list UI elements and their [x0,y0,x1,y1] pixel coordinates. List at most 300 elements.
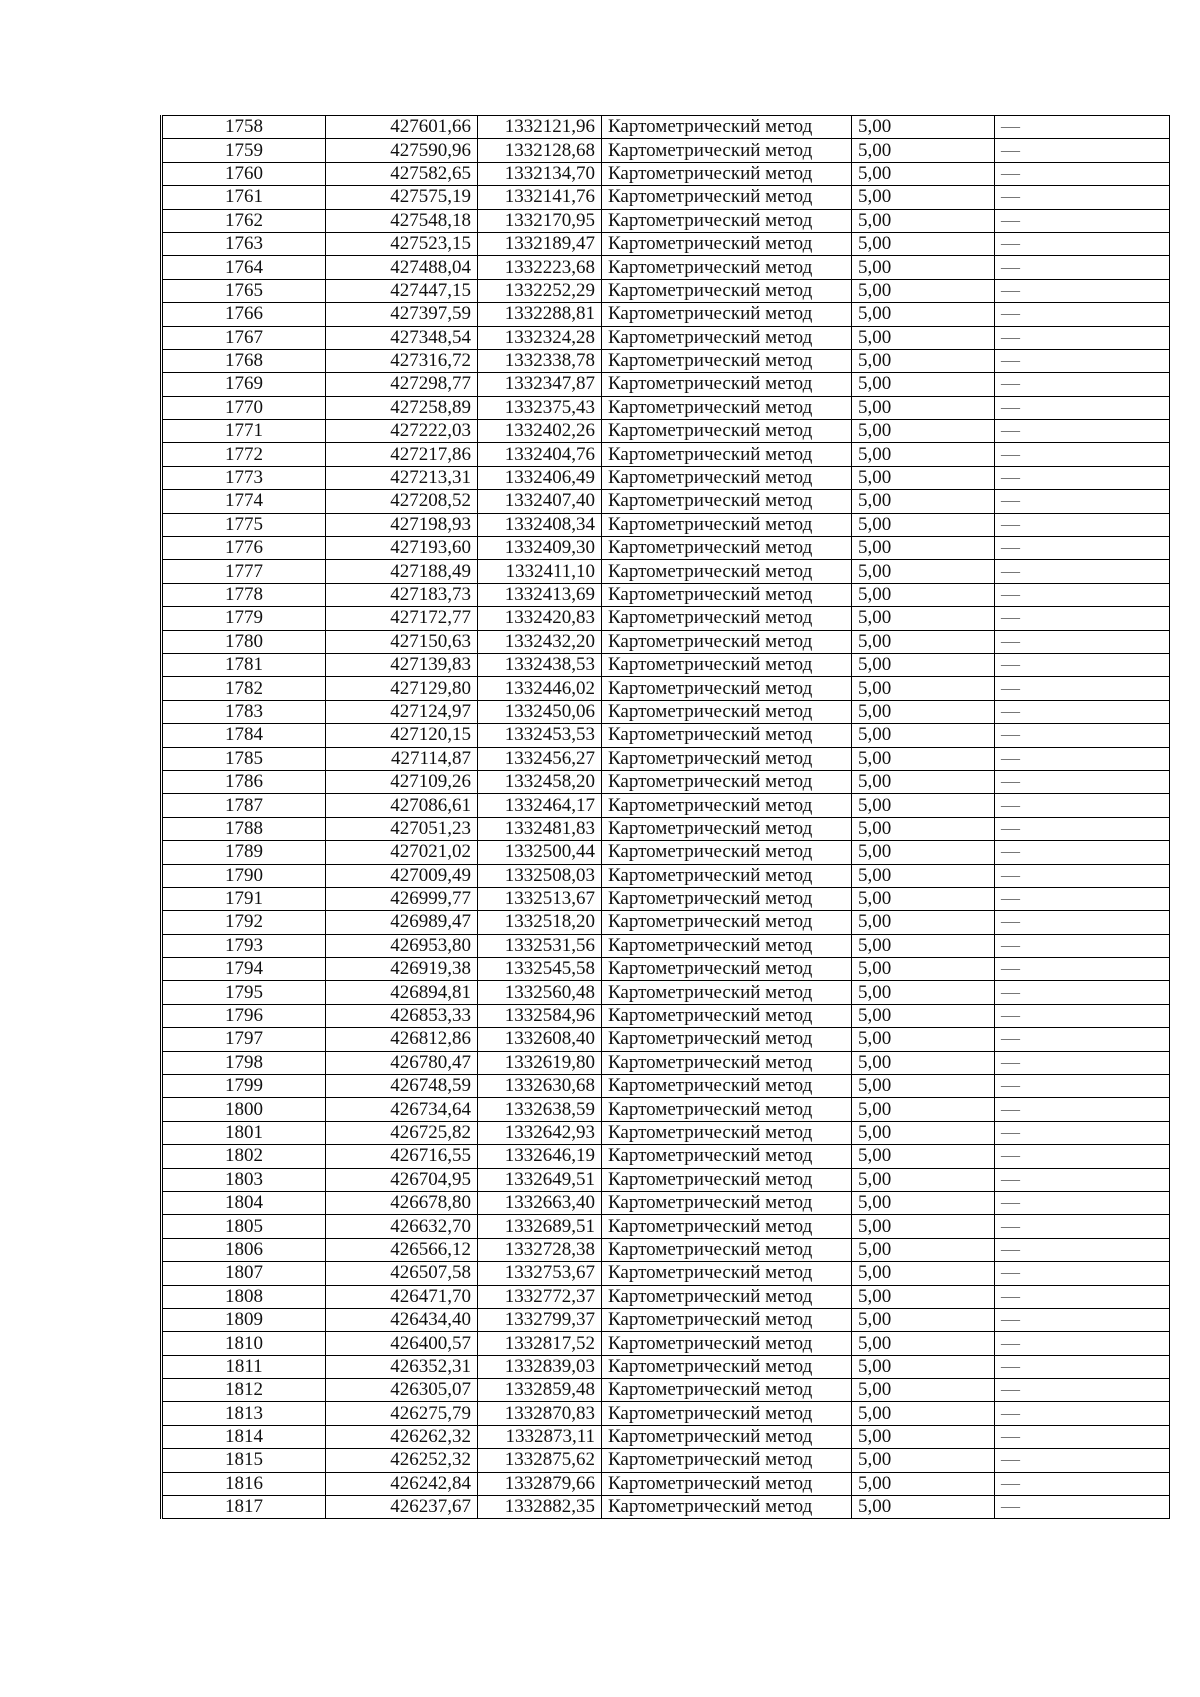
method-cell: Картометрический метод [602,1308,852,1331]
method-cell: Картометрический метод [602,116,852,139]
accuracy-cell: 5,00 [852,373,995,396]
description-cell: — [995,466,1170,489]
method-cell: Картометрический метод [602,1425,852,1448]
description-cell: — [995,279,1170,302]
y-coordinate-cell: 1332481,83 [478,817,602,840]
y-coordinate-cell: 1332839,03 [478,1355,602,1378]
table-row [162,1075,1170,1098]
method-cell: Картометрический метод [602,677,852,700]
point-number-cell: 1780 [162,630,326,653]
y-coordinate-cell: 1332870,83 [478,1402,602,1425]
y-coordinate-cell: 1332879,66 [478,1472,602,1495]
description-cell: — [995,116,1170,139]
y-coordinate-cell: 1332689,51 [478,1215,602,1238]
point-number-cell: 1813 [162,1402,326,1425]
y-coordinate-cell: 1332402,26 [478,420,602,443]
x-coordinate-cell: 427208,52 [326,490,478,513]
table-row [162,1379,1170,1402]
x-coordinate-cell: 426566,12 [326,1238,478,1261]
accuracy-cell: 5,00 [852,490,995,513]
point-number-cell: 1796 [162,1004,326,1027]
y-coordinate-cell: 1332545,58 [478,958,602,981]
y-coordinate-cell: 1332141,76 [478,186,602,209]
accuracy-cell: 5,00 [852,981,995,1004]
point-number-cell: 1798 [162,1051,326,1074]
description-cell: — [995,256,1170,279]
table-row [162,1145,1170,1168]
y-coordinate-cell: 1332531,56 [478,934,602,957]
description-cell: — [995,794,1170,817]
table-row [162,1402,1170,1425]
x-coordinate-cell: 426262,32 [326,1425,478,1448]
table-row [162,1355,1170,1378]
point-number-cell: 1764 [162,256,326,279]
table-row [162,653,1170,676]
y-coordinate-cell: 1332450,06 [478,700,602,723]
y-coordinate-cell: 1332649,51 [478,1168,602,1191]
x-coordinate-cell: 427217,86 [326,443,478,466]
method-cell: Картометрический метод [602,1098,852,1121]
method-cell: Картометрический метод [602,232,852,255]
point-number-cell: 1779 [162,607,326,630]
point-number-cell: 1815 [162,1449,326,1472]
x-coordinate-cell: 426812,86 [326,1028,478,1051]
method-cell: Картометрический метод [602,794,852,817]
x-coordinate-cell: 426237,67 [326,1496,478,1519]
description-cell: — [995,887,1170,910]
method-cell: Картометрический метод [602,1004,852,1027]
x-coordinate-cell: 427316,72 [326,349,478,372]
x-coordinate-cell: 427548,18 [326,209,478,232]
y-coordinate-cell: 1332513,67 [478,887,602,910]
point-number-cell: 1809 [162,1308,326,1331]
x-coordinate-cell: 427139,83 [326,653,478,676]
accuracy-cell: 5,00 [852,1004,995,1027]
description-cell: — [995,630,1170,653]
method-cell: Картометрический метод [602,396,852,419]
x-coordinate-cell: 427397,59 [326,303,478,326]
accuracy-cell: 5,00 [852,1121,995,1144]
x-coordinate-cell: 426507,58 [326,1262,478,1285]
description-cell: — [995,560,1170,583]
point-number-cell: 1795 [162,981,326,1004]
description-cell: — [995,1098,1170,1121]
method-cell: Картометрический метод [602,303,852,326]
y-coordinate-cell: 1332411,10 [478,560,602,583]
method-cell: Картометрический метод [602,1496,852,1519]
accuracy-cell: 5,00 [852,326,995,349]
method-cell: Картометрический метод [602,770,852,793]
accuracy-cell: 5,00 [852,256,995,279]
point-number-cell: 1810 [162,1332,326,1355]
x-coordinate-cell: 427188,49 [326,560,478,583]
point-number-cell: 1800 [162,1098,326,1121]
table-row [162,1028,1170,1051]
description-cell: — [995,1449,1170,1472]
table-row [162,841,1170,864]
x-coordinate-cell: 427124,97 [326,700,478,723]
point-number-cell: 1812 [162,1379,326,1402]
y-coordinate-cell: 1332128,68 [478,139,602,162]
y-coordinate-cell: 1332409,30 [478,537,602,560]
x-coordinate-cell: 427150,63 [326,630,478,653]
table-row [162,1238,1170,1261]
point-number-cell: 1807 [162,1262,326,1285]
y-coordinate-cell: 1332453,53 [478,724,602,747]
method-cell: Картометрический метод [602,209,852,232]
table-row [162,279,1170,302]
x-coordinate-cell: 427488,04 [326,256,478,279]
y-coordinate-cell: 1332170,95 [478,209,602,232]
method-cell: Картометрический метод [602,1145,852,1168]
y-coordinate-cell: 1332121,96 [478,116,602,139]
method-cell: Картометрический метод [602,279,852,302]
x-coordinate-cell: 427183,73 [326,583,478,606]
y-coordinate-cell: 1332728,38 [478,1238,602,1261]
table-row [162,770,1170,793]
table-row [162,1496,1170,1519]
method-cell: Картометрический метод [602,162,852,185]
accuracy-cell: 5,00 [852,911,995,934]
description-cell: — [995,373,1170,396]
accuracy-cell: 5,00 [852,1262,995,1285]
accuracy-cell: 5,00 [852,232,995,255]
point-number-cell: 1790 [162,864,326,887]
x-coordinate-cell: 427582,65 [326,162,478,185]
accuracy-cell: 5,00 [852,653,995,676]
x-coordinate-cell: 426780,47 [326,1051,478,1074]
method-cell: Картометрический метод [602,981,852,1004]
x-coordinate-cell: 426716,55 [326,1145,478,1168]
description-cell: — [995,1285,1170,1308]
x-coordinate-cell: 427120,15 [326,724,478,747]
method-cell: Картометрический метод [602,700,852,723]
x-coordinate-cell: 426242,84 [326,1472,478,1495]
method-cell: Картометрический метод [602,958,852,981]
description-cell: — [995,817,1170,840]
x-coordinate-cell: 426919,38 [326,958,478,981]
description-cell: — [995,1379,1170,1402]
table-row [162,537,1170,560]
accuracy-cell: 5,00 [852,162,995,185]
y-coordinate-cell: 1332873,11 [478,1425,602,1448]
accuracy-cell: 5,00 [852,770,995,793]
method-cell: Картометрический метод [602,186,852,209]
description-cell: — [995,934,1170,957]
y-coordinate-cell: 1332753,67 [478,1262,602,1285]
description-cell: — [995,443,1170,466]
point-number-cell: 1817 [162,1496,326,1519]
method-cell: Картометрический метод [602,607,852,630]
x-coordinate-cell: 427447,15 [326,279,478,302]
x-coordinate-cell: 426400,57 [326,1332,478,1355]
accuracy-cell: 5,00 [852,841,995,864]
y-coordinate-cell: 1332406,49 [478,466,602,489]
accuracy-cell: 5,00 [852,1332,995,1355]
y-coordinate-cell: 1332500,44 [478,841,602,864]
description-cell: — [995,162,1170,185]
point-number-cell: 1787 [162,794,326,817]
y-coordinate-cell: 1332799,37 [478,1308,602,1331]
description-cell: — [995,1215,1170,1238]
accuracy-cell: 5,00 [852,677,995,700]
accuracy-cell: 5,00 [852,817,995,840]
description-cell: — [995,1028,1170,1051]
table-row [162,1121,1170,1144]
description-cell: — [995,1262,1170,1285]
method-cell: Картометрический метод [602,420,852,443]
method-cell: Картометрический метод [602,537,852,560]
method-cell: Картометрический метод [602,630,852,653]
method-cell: Картометрический метод [602,911,852,934]
table-row [162,607,1170,630]
y-coordinate-cell: 1332134,70 [478,162,602,185]
x-coordinate-cell: 426748,59 [326,1075,478,1098]
description-cell: — [995,700,1170,723]
y-coordinate-cell: 1332456,27 [478,747,602,770]
x-coordinate-cell: 426632,70 [326,1215,478,1238]
y-coordinate-cell: 1332772,37 [478,1285,602,1308]
method-cell: Картометрический метод [602,560,852,583]
method-cell: Картометрический метод [602,373,852,396]
table-row [162,420,1170,443]
table-row [162,1098,1170,1121]
accuracy-cell: 5,00 [852,747,995,770]
accuracy-cell: 5,00 [852,1355,995,1378]
accuracy-cell: 5,00 [852,934,995,957]
point-number-cell: 1759 [162,139,326,162]
method-cell: Картометрический метод [602,1028,852,1051]
accuracy-cell: 5,00 [852,537,995,560]
point-number-cell: 1766 [162,303,326,326]
method-cell: Картометрический метод [602,1402,852,1425]
x-coordinate-cell: 427348,54 [326,326,478,349]
method-cell: Картометрический метод [602,864,852,887]
description-cell: — [995,1332,1170,1355]
table-row [162,958,1170,981]
point-number-cell: 1781 [162,653,326,676]
y-coordinate-cell: 1332458,20 [478,770,602,793]
point-number-cell: 1765 [162,279,326,302]
x-coordinate-cell: 427109,26 [326,770,478,793]
y-coordinate-cell: 1332432,20 [478,630,602,653]
accuracy-cell: 5,00 [852,887,995,910]
point-number-cell: 1772 [162,443,326,466]
table-row [162,1425,1170,1448]
x-coordinate-cell: 426305,07 [326,1379,478,1402]
method-cell: Картометрический метод [602,466,852,489]
y-coordinate-cell: 1332638,59 [478,1098,602,1121]
point-number-cell: 1794 [162,958,326,981]
method-cell: Картометрический метод [602,1285,852,1308]
y-coordinate-cell: 1332288,81 [478,303,602,326]
table-row [162,1285,1170,1308]
table-row [162,724,1170,747]
table-row [162,466,1170,489]
accuracy-cell: 5,00 [852,1425,995,1448]
method-cell: Картометрический метод [602,443,852,466]
table-row [162,1472,1170,1495]
x-coordinate-cell: 427021,02 [326,841,478,864]
description-cell: — [995,770,1170,793]
point-number-cell: 1814 [162,1425,326,1448]
description-cell: — [995,537,1170,560]
point-number-cell: 1797 [162,1028,326,1051]
accuracy-cell: 5,00 [852,1496,995,1519]
y-coordinate-cell: 1332663,40 [478,1191,602,1214]
method-cell: Картометрический метод [602,1238,852,1261]
y-coordinate-cell: 1332413,69 [478,583,602,606]
y-coordinate-cell: 1332338,78 [478,349,602,372]
method-cell: Картометрический метод [602,1355,852,1378]
point-number-cell: 1803 [162,1168,326,1191]
x-coordinate-cell: 426725,82 [326,1121,478,1144]
description-cell: — [995,911,1170,934]
table-row [162,560,1170,583]
point-number-cell: 1793 [162,934,326,957]
x-coordinate-cell: 426352,31 [326,1355,478,1378]
description-cell: — [995,747,1170,770]
table-row [162,1168,1170,1191]
method-cell: Картометрический метод [602,1051,852,1074]
table-row [162,747,1170,770]
point-number-cell: 1802 [162,1145,326,1168]
coordinates-table [160,115,1170,1519]
description-cell: — [995,1121,1170,1144]
x-coordinate-cell: 427222,03 [326,420,478,443]
table-row [162,887,1170,910]
x-coordinate-cell: 427523,15 [326,232,478,255]
point-number-cell: 1775 [162,513,326,536]
point-number-cell: 1762 [162,209,326,232]
method-cell: Картометрический метод [602,747,852,770]
description-cell: — [995,490,1170,513]
point-number-cell: 1783 [162,700,326,723]
method-cell: Картометрический метод [602,490,852,513]
description-cell: — [995,1168,1170,1191]
x-coordinate-cell: 427114,87 [326,747,478,770]
description-cell: — [995,1496,1170,1519]
accuracy-cell: 5,00 [852,1191,995,1214]
point-number-cell: 1758 [162,116,326,139]
method-cell: Картометрический метод [602,139,852,162]
x-coordinate-cell: 427198,93 [326,513,478,536]
description-cell: — [995,1308,1170,1331]
description-cell: — [995,396,1170,419]
method-cell: Картометрический метод [602,841,852,864]
y-coordinate-cell: 1332446,02 [478,677,602,700]
table-row [162,794,1170,817]
x-coordinate-cell: 426471,70 [326,1285,478,1308]
description-cell: — [995,326,1170,349]
y-coordinate-cell: 1332584,96 [478,1004,602,1027]
accuracy-cell: 5,00 [852,560,995,583]
method-cell: Картометрический метод [602,1215,852,1238]
x-coordinate-cell: 427601,66 [326,116,478,139]
table-row [162,1308,1170,1331]
table-row [162,700,1170,723]
x-coordinate-cell: 426252,32 [326,1449,478,1472]
y-coordinate-cell: 1332560,48 [478,981,602,1004]
x-coordinate-cell: 427086,61 [326,794,478,817]
table-row [162,116,1170,139]
y-coordinate-cell: 1332875,62 [478,1449,602,1472]
y-coordinate-cell: 1332608,40 [478,1028,602,1051]
x-coordinate-cell: 426434,40 [326,1308,478,1331]
x-coordinate-cell: 427009,49 [326,864,478,887]
y-coordinate-cell: 1332189,47 [478,232,602,255]
accuracy-cell: 5,00 [852,1449,995,1472]
table-row [162,1215,1170,1238]
description-cell: — [995,186,1170,209]
description-cell: — [995,981,1170,1004]
description-cell: — [995,209,1170,232]
table-row [162,1332,1170,1355]
description-cell: — [995,1355,1170,1378]
method-cell: Картометрический метод [602,1262,852,1285]
accuracy-cell: 5,00 [852,466,995,489]
accuracy-cell: 5,00 [852,1308,995,1331]
point-number-cell: 1763 [162,232,326,255]
description-cell: — [995,724,1170,747]
description-cell: — [995,841,1170,864]
point-number-cell: 1806 [162,1238,326,1261]
table-row [162,513,1170,536]
table-row [162,864,1170,887]
description-cell: — [995,513,1170,536]
point-number-cell: 1785 [162,747,326,770]
point-number-cell: 1761 [162,186,326,209]
description-cell: — [995,1472,1170,1495]
y-coordinate-cell: 1332408,34 [478,513,602,536]
point-number-cell: 1760 [162,162,326,185]
y-coordinate-cell: 1332859,48 [478,1379,602,1402]
point-number-cell: 1792 [162,911,326,934]
x-coordinate-cell: 426275,79 [326,1402,478,1425]
point-number-cell: 1768 [162,349,326,372]
x-coordinate-cell: 427298,77 [326,373,478,396]
point-number-cell: 1771 [162,420,326,443]
description-cell: — [995,349,1170,372]
description-cell: — [995,1145,1170,1168]
table-row [162,1191,1170,1214]
description-cell: — [995,1004,1170,1027]
point-number-cell: 1778 [162,583,326,606]
x-coordinate-cell: 426894,81 [326,981,478,1004]
method-cell: Картометрический метод [602,1191,852,1214]
table-row [162,817,1170,840]
method-cell: Картометрический метод [602,1379,852,1402]
table-row [162,443,1170,466]
description-cell: — [995,232,1170,255]
y-coordinate-cell: 1332404,76 [478,443,602,466]
method-cell: Картометрический метод [602,513,852,536]
description-cell: — [995,420,1170,443]
point-number-cell: 1770 [162,396,326,419]
table-row [162,349,1170,372]
table-row [162,396,1170,419]
accuracy-cell: 5,00 [852,700,995,723]
accuracy-cell: 5,00 [852,1168,995,1191]
x-coordinate-cell: 427258,89 [326,396,478,419]
y-coordinate-cell: 1332642,93 [478,1121,602,1144]
table-row [162,303,1170,326]
description-cell: — [995,1051,1170,1074]
point-number-cell: 1774 [162,490,326,513]
description-cell: — [995,583,1170,606]
method-cell: Картометрический метод [602,1332,852,1355]
accuracy-cell: 5,00 [852,864,995,887]
